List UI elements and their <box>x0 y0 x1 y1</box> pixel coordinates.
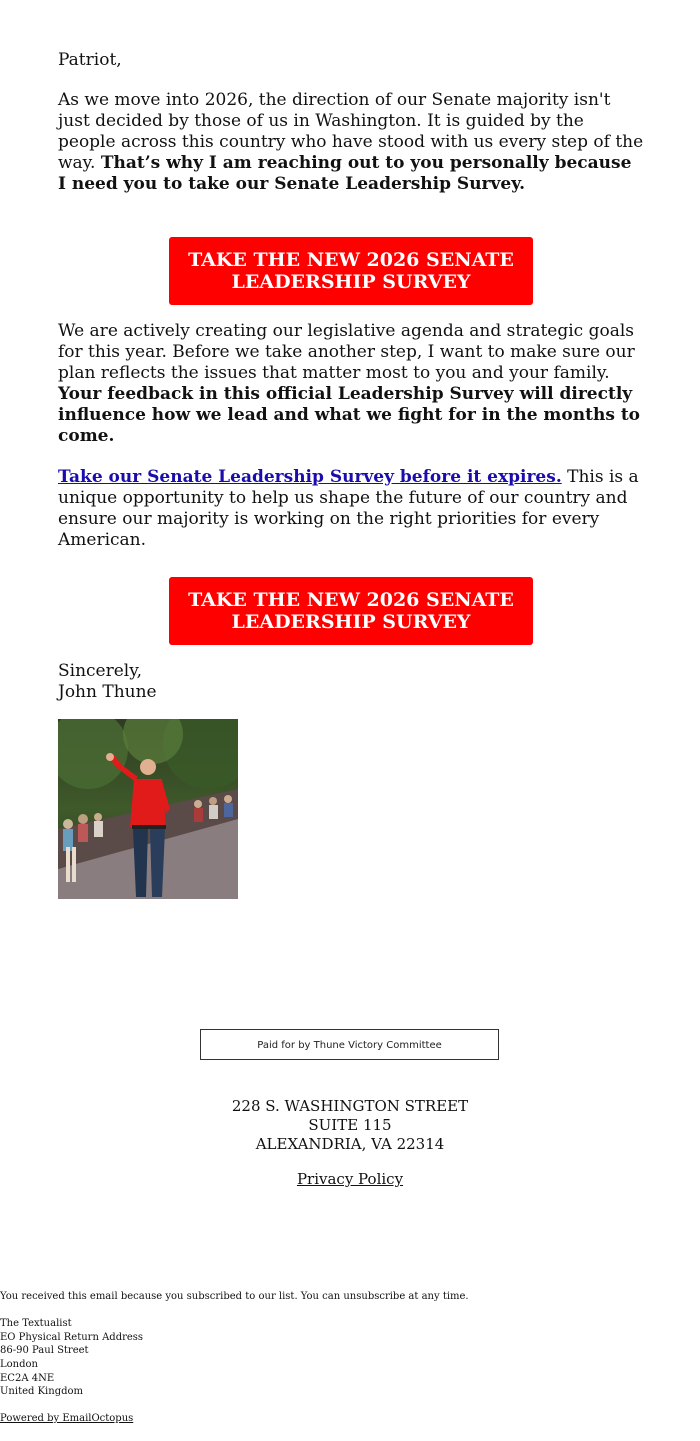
take-survey-button-2[interactable]: TAKE THE NEW 2026 SENATE LEADERSHIP SURVEY <box>169 577 533 645</box>
sender-line: EO Physical Return Address <box>0 1331 144 1343</box>
paragraph-survey-link <box>58 467 644 577</box>
agenda-bold: Your feedback in this official Leadership Survey will directly influence how we lead and what we fight for in the months to come. <box>58 384 641 446</box>
email-footer <box>0 1290 700 1426</box>
sender-line: The Textualist <box>0 1318 72 1330</box>
address-line-3: ALEXANDRIA, VA 22314 <box>255 1135 445 1153</box>
signoff: Sincerely, <box>58 661 142 681</box>
paragraph-intro <box>58 90 644 237</box>
paid-for-disclaimer: Paid for by Thune Victory Committee <box>200 1029 499 1060</box>
mailing-address <box>0 1097 700 1154</box>
paragraph-agenda <box>58 321 644 467</box>
sender-line: London <box>0 1358 38 1370</box>
intro-bold: That’s why I am reaching out to you personally because I need you to take our Senate Leadership Survey. <box>58 153 632 194</box>
greeting: Patriot, <box>58 50 122 70</box>
survey-link[interactable]: Take our Senate Leadership Survey before it expires. <box>58 467 562 487</box>
intro-text: As we move into 2026, the direction of our Senate majority isn't just decided by those of us in Washington. It is guided by the people across this country who have stood with us every step of the way. <box>58 90 644 173</box>
subscribe-notice: You received this email because you subscribed to our list. You can unsubscribe at any time. <box>0 1291 469 1302</box>
email-body <box>58 50 644 899</box>
sender-line: EC2A 4NE <box>0 1372 55 1384</box>
cta-wrapper-1 <box>58 237 644 321</box>
cta-wrapper-2 <box>58 577 644 661</box>
take-survey-button[interactable]: TAKE THE NEW 2026 SENATE LEADERSHIP SURVEY <box>169 237 533 305</box>
sender-line: 86-90 Paul Street <box>0 1345 89 1357</box>
survey-text: This is a unique opportunity to help us shape the future of our country and ensure our majority is working on the right priorities for every American. <box>58 467 639 550</box>
powered-by-link[interactable]: Powered by EmailOctopus <box>0 1413 134 1425</box>
senator-photo <box>58 719 238 899</box>
address-line-2: SUITE 115 <box>308 1116 392 1134</box>
address-line-1: 228 S. WASHINGTON STREET <box>231 1097 469 1115</box>
privacy-policy-link[interactable]: Privacy Policy <box>296 1170 404 1188</box>
privacy-policy-wrapper <box>0 1170 700 1189</box>
agenda-text: We are actively creating our legislative agenda and strategic goals for this year. Before we take another step, I want to make sure our plan reflects the issues that matter most to you and your family. <box>58 321 635 383</box>
signature: John Thune <box>58 682 157 702</box>
sender-line: United Kingdom <box>0 1386 83 1398</box>
